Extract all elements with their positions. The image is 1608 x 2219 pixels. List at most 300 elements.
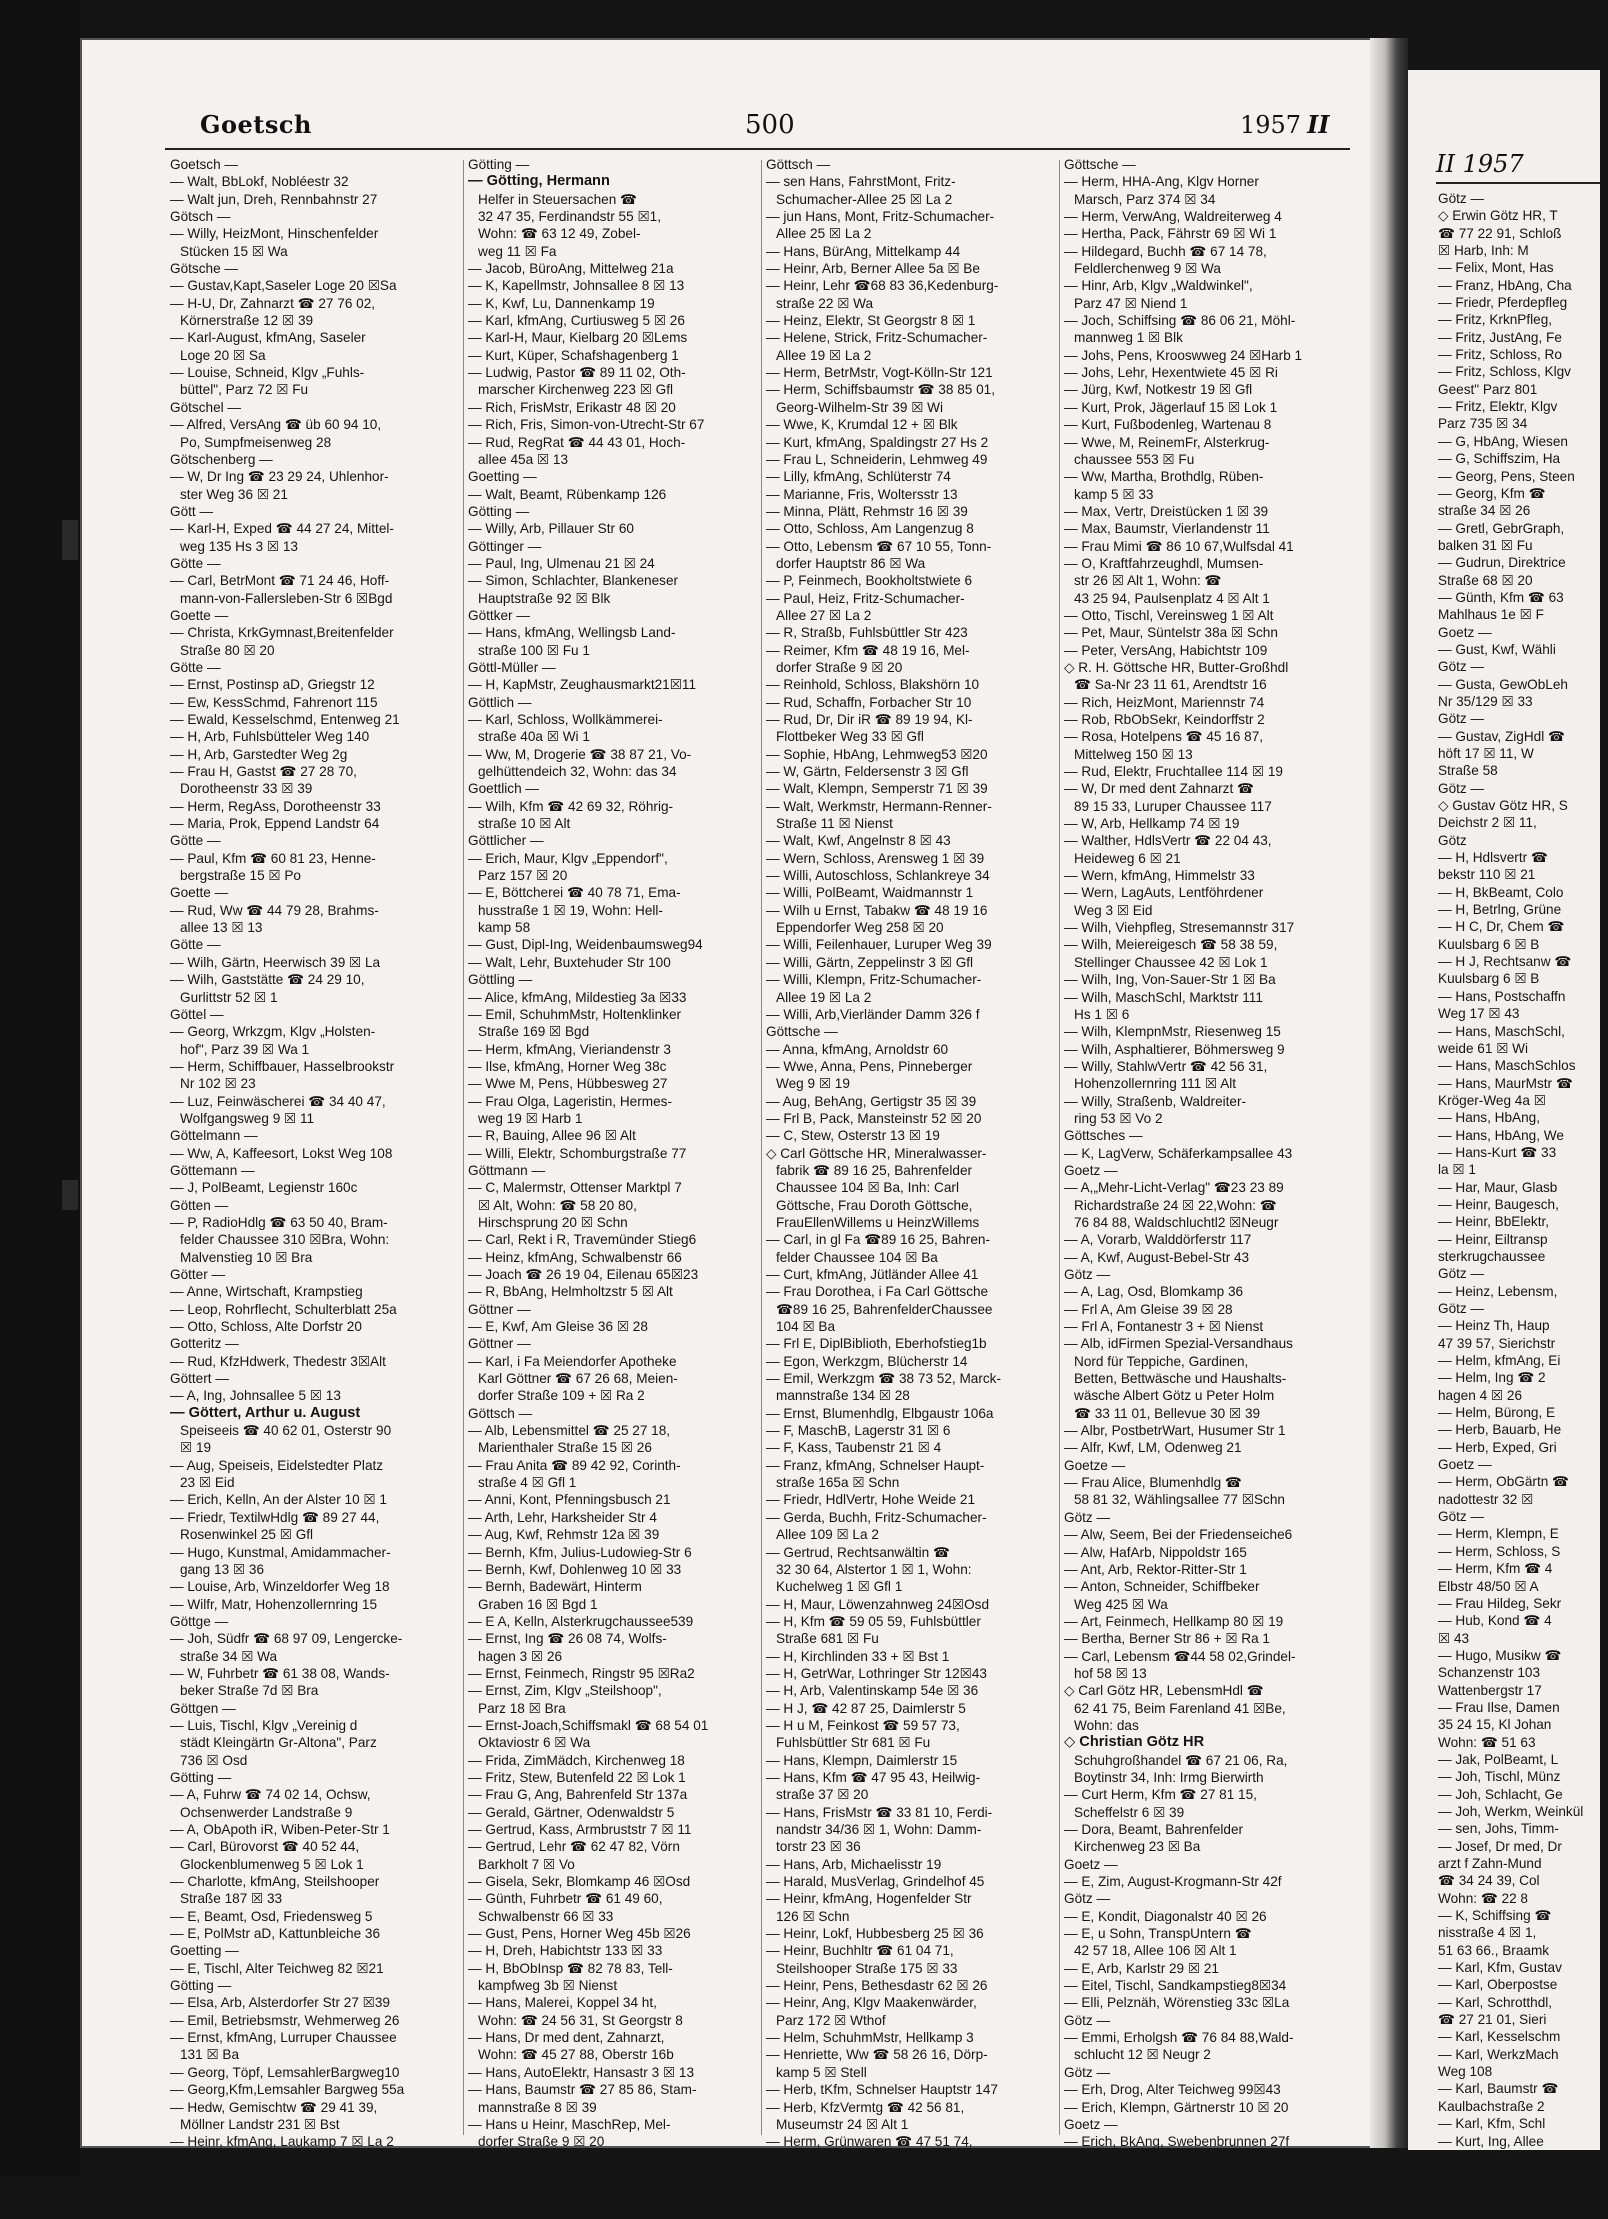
facing-page-entry: — Karl, Kfm, Schl (1438, 2116, 1546, 2132)
directory-entry: — Hans, Kfm ☎ 47 95 43, Heilwig- (766, 1769, 981, 1785)
directory-entry: — Willi, Arb,Vierländer Damm 326 f (766, 1006, 980, 1022)
directory-entry: Str 42f ☒ Fa (1074, 2168, 1150, 2184)
directory-entry: Götz — (1064, 1267, 1111, 1282)
directory-entry: — Leop, Rohrflecht, Schulterblatt 25a (170, 1301, 397, 1317)
directory-entry: — Ernst, kfmAng, Lurruper Chaussee (170, 2030, 397, 2046)
directory-entry: — Frl E, DiplBiblioth, Eberhofstieg1b (766, 1336, 987, 1352)
directory-entry: — A, Vorarb, Walddörferstr 117 (1064, 1232, 1252, 1248)
directory-entry: mannstraße 8 ☒ 39 (478, 2099, 597, 2115)
directory-entry: ☎89 16 25, BahrenfelderChaussee (776, 1301, 993, 1317)
directory-entry: — Rich, HeizMont, Mariennstr 74 (1064, 694, 1265, 710)
directory-entry: 42 57 18, Allee 106 ☒ Alt 1 (1074, 1943, 1237, 1959)
directory-entry: ◇ R. H. Göttsche HR, Butter-Großhdl (1064, 659, 1289, 675)
directory-entry: Götting — (170, 1978, 232, 1994)
directory-entry: — Anni, Kont, Pfenningsbusch 21 (468, 1492, 671, 1508)
directory-entry: Goetsch — (170, 157, 238, 172)
facing-page-entry: 47 39 57, Sierichstr (1438, 1335, 1556, 1351)
directory-entry: — Bernh, Badewärt, Hinterm (468, 1579, 642, 1595)
directory-entry: Schumacher-Allee 25 ☒ La 2 (776, 191, 953, 207)
directory-entry: — Hans, AutoElektr, Hansastr 3 ☒ 13 (468, 2064, 695, 2080)
directory-entry: — Willi, PolBeamt, Waidmannstr 1 (766, 885, 974, 901)
directory-entry: — E, Zim, August-Krogmann-Str 42f (1064, 1874, 1282, 1890)
facing-page-entry: höft 17 ☒ 11, W (1438, 746, 1534, 761)
directory-entry: — Hertha, Pack, Fährstr 69 ☒ Wi 1 (1064, 226, 1277, 242)
directory-entry: — E, Arb, Karlstr 29 ☒ 21 (1064, 1960, 1219, 1976)
directory-entry: Goettlich — (468, 781, 540, 797)
facing-page-entry: — Hans-Kurt ☎ 33 (1438, 1144, 1557, 1160)
directory-entry: Wohn: ☎ 63 12 49, Zobel- (478, 226, 641, 242)
directory-entry: — Karl, kfmAng, Curtiusweg 5 ☒ 26 (468, 313, 685, 329)
directory-entry: — Joach ☎ 26 19 04, Eilenau 65☒23 (468, 1267, 699, 1282)
facing-page-entry: Straße 68 ☒ 20 (1438, 572, 1533, 588)
directory-entry: 43 25 94, Paulsenplatz 4 ☒ Alt 1 (1074, 590, 1270, 606)
directory-entry: Graben 16 ☒ Bgd 1 (478, 1596, 598, 1612)
directory-entry: — Heinr, Pens, Bethesdastr 62 ☒ 26 (766, 1978, 988, 1994)
facing-page-entry: — Karl, WerkzMach (1438, 2046, 1559, 2062)
directory-entry: Allee 19 ☒ La 2 (776, 347, 872, 363)
directory-entry: Göttel — (170, 1006, 224, 1022)
directory-entry: — Otto, Schloss, Am Langenzug 8 (766, 521, 974, 537)
facing-page-entry: — Heinz Th, Haup (1438, 1318, 1550, 1334)
facing-page-entry: — sen, Johs, Timm- (1438, 1821, 1559, 1837)
directory-entry: felder Chaussee 310 ☒Bra, Wohn: (180, 1232, 390, 1248)
directory-entry: — Frau L, Schneiderin, Lehmweg 49 (766, 451, 988, 467)
directory-entry: — Wilh, Viehpfleg, Stresemannstr 317 (1064, 920, 1295, 936)
directory-entry: — Herm, HHA-Ang, Klgv Horner (1064, 174, 1259, 190)
directory-entry: ◇ Carl Göttsche HR, Mineralwasser- (766, 1145, 987, 1161)
facing-page-entry: — Heinr, Baugesch, (1438, 1196, 1559, 1212)
directory-entry: Speiseeis ☎ 40 62 01, Osterstr 90 (180, 1423, 392, 1439)
directory-entry: — Kurt, Fußbodenleg, Wartenau 8 (1064, 417, 1272, 433)
facing-page-entry: — H J, Rechtsanw ☎ (1438, 954, 1572, 970)
directory-entry: kamp 5 ☒ Stell (776, 2064, 867, 2080)
directory-entry: ster Weg 36 ☒ 21 (180, 486, 288, 502)
facing-page-entry: Wohn: ☎ 22 8 (1438, 1890, 1528, 1906)
directory-entry: 32 30 64, Alstertor 1 ☒ 1, Wohn: (776, 1561, 972, 1577)
facing-page-entry: Götz — (1438, 659, 1485, 675)
directory-entry: — Otto, Schloss, Alte Dorfstr 20 (170, 1319, 362, 1335)
directory-entry: Allee 109 ☒ La 2 (776, 1527, 879, 1543)
directory-entry: — E, Tischl, Alter Teichweg 82 ☒21 (170, 1960, 384, 1976)
facing-page-entry: bekstr 110 ☒ 21 (1438, 867, 1536, 883)
directory-entry: — Frl A, Fontanestr 3 + ☒ Nienst (1064, 1319, 1264, 1335)
directory-entry: — W, Dr Ing ☎ 23 29 24, Uhlenhor- (170, 469, 389, 485)
facing-page-entry: — Hans, MaschSchlos (1438, 1058, 1576, 1074)
directory-entry: — Heinr, Arb, Berner Allee 5a ☒ Be (766, 261, 980, 277)
directory-entry: Göttelmann — (170, 1128, 258, 1144)
facing-page-entry: Parz 735 ☒ 34 (1438, 416, 1528, 432)
directory-entry: — Wilh, Meiereigesch ☎ 58 38 59, (1064, 937, 1278, 953)
directory-entry: — J, PolBeamt, Legienstr 160c (170, 1180, 358, 1196)
directory-entry: — Elsa, Arb, Alsterdorfer Str 27 ☒39 (170, 1995, 390, 2011)
directory-entry: — Herm, kfmAng, Vieriandenstr 3 (468, 1041, 671, 1057)
directory-entry: — Herb, tKfm, Schnelser Hauptstr 147 (766, 2082, 998, 2098)
directory-entry: — Kurt, Prok, Jägerlauf 15 ☒ Lok 1 (1064, 399, 1278, 415)
directory-entry: — Hans, Klempn, Daimlerstr 15 (766, 1752, 958, 1768)
directory-entry: Körnerstraße 12 ☒ 39 (180, 313, 314, 329)
directory-entry: — Willy, StahlwVertr ☎ 42 56 31, (1064, 1058, 1268, 1074)
directory-entry: Wohn: ☎ 24 56 31, St Georgstr 8 (478, 2012, 683, 2028)
thumb-tab (62, 1180, 78, 1210)
facing-page-rule (1436, 182, 1600, 184)
directory-entry: — Luz, Feinwäscherei ☎ 34 40 47, (170, 1093, 386, 1109)
directory-entry: — Walt, Kwf, Angelnstr 8 ☒ 43 (766, 833, 951, 849)
directory-entry: — K, Kwf, Lu, Dannenkamp 19 (468, 295, 655, 311)
directory-entry: straße 22 ☒ Wa (776, 295, 874, 311)
directory-entry: — Walt, Klempn, Semperstr 71 ☒ 39 (766, 781, 988, 797)
facing-page-entry: — Heinr, BbElektr, (1438, 1214, 1550, 1230)
directory-entry: Weg 425 ☒ Wa (1074, 1596, 1168, 1612)
directory-entry: allee 45a ☒ 13 (478, 451, 569, 467)
directory-entry: — C, Stew, Osterstr 13 ☒ 19 (766, 1128, 940, 1144)
directory-entry: — Otto, Tischl, Vereinsweg 1 ☒ Alt (1064, 607, 1274, 623)
directory-entry: schlucht 12 ☒ Neugr 2 (1074, 2047, 1211, 2063)
facing-page-entry: — Fritz, Schloss, Ro (1438, 347, 1562, 363)
directory-entry: — Georg, Töpf, LemsahlerBargweg10 (170, 2064, 400, 2080)
directory-entry: — Heinz, Elektr, St Georgstr 8 ☒ 1 (766, 313, 976, 329)
facing-page-entry: — Herm, Kfm ☎ 4 (1438, 1561, 1553, 1577)
directory-entry: — Wilh, MaschSchl, Marktstr 111 (1064, 989, 1263, 1005)
directory-entry: — Max, Baumstr, Vierlandenstr 11 (1064, 521, 1270, 537)
directory-columns (170, 156, 1355, 2202)
directory-entry: Ochsenwerder Landstraße 9 (180, 1804, 353, 1820)
directory-entry: — Hans u Heinr, MaschRep, Mel- (468, 2116, 671, 2132)
directory-entry: Gotteritz — (170, 1336, 239, 1352)
facing-page-entry: arzt f Zahn-Mund (1438, 1856, 1542, 1871)
directory-entry: — Pet, Maur, Süntelstr 38a ☒ Schn (1064, 625, 1278, 641)
directory-entry: — Ernst, Zim, Klgv „Steilshoop", (468, 1683, 662, 1699)
directory-entry: — Ernst, Blumenhdlg, Elbgaustr 106a (766, 1405, 994, 1421)
facing-page-entry: — Franz, HbAng, Cha (1438, 277, 1572, 293)
facing-page-entry: Mahlhaus 1e ☒ F (1438, 607, 1544, 623)
directory-entry: — A, ObApoth iR, Wiben-Peter-Str 1 (170, 1822, 390, 1837)
directory-entry: chaussee 553 ☒ Fu (1074, 451, 1195, 467)
directory-entry: — Gertrud, Rechtsanwältin ☎ (766, 1544, 950, 1560)
directory-entry: — W, Fuhrbetr ☎ 61 38 08, Wands- (170, 1665, 390, 1681)
directory-entry: — Heinr, kfmAng, Hogenfelder Str (766, 1891, 972, 1907)
directory-entry: — Friedr, TextilwHdlg ☎ 89 27 44, (170, 1509, 380, 1525)
directory-entry: — Anton, Schneider, Schiffbeker (1064, 1579, 1260, 1595)
directory-entry: — Frl A, Am Gleise 39 ☒ 28 (1064, 1301, 1233, 1317)
directory-entry: Straße 80 ☒ 20 (180, 642, 275, 658)
facing-page-entry: — K, Schiffsing ☎ (1438, 1908, 1552, 1924)
directory-entry: — Anne, Wirtschaft, Krampstieg (170, 1284, 363, 1300)
directory-entry: Goetze — (1064, 1457, 1126, 1473)
directory-entry: hagen 3 ☒ 26 (478, 1648, 562, 1664)
directory-entry: — Bertha, Berner Str 86 + ☒ Ra 1 (1064, 1631, 1270, 1647)
directory-entry: — P, RadioHdlg ☎ 63 50 40, Bram- (170, 1214, 388, 1230)
directory-entry: — Hildegard, Buchh ☎ 67 14 78, (1064, 243, 1267, 259)
facing-page-entry: la ☒ 1 (1438, 1162, 1476, 1178)
directory-entry: — H, Arb, Valentinskamp 54e ☒ 36 (766, 1683, 979, 1699)
directory-entry: fabrik ☎ 89 16 25, Bahrenfelder (776, 1162, 973, 1178)
directory-entry: 104 ☒ Ba (776, 1319, 836, 1335)
directory-entry: — H, Kfm ☎ 59 05 59, Fuhlsbüttler (766, 1613, 981, 1629)
directory-entry: — Gerda, Buchh, Fritz-Schumacher- (766, 1509, 987, 1525)
facing-page-entry: — Herb, Exped, Gri (1438, 1439, 1557, 1455)
directory-entry: städt Kleingärtn Gr-Altona", Parz (180, 1735, 377, 1751)
column-4 (1064, 156, 1354, 2184)
directory-entry: 76 84 88, Waldschluchtl2 ☒Neugr (1074, 1214, 1279, 1230)
directory-entry: 58 81 32, Wählingsallee 77 ☒Schn (1074, 1492, 1285, 1508)
directory-entry: Götte — (170, 937, 221, 953)
directory-entry: — Emil, SchuhmMstr, Holtenklinker (468, 1006, 682, 1022)
directory-entry: Straße 11 ☒ Nienst (776, 816, 893, 832)
directory-entry: — Karl-H, Maur, Kielbarg 20 ☒Lems (468, 330, 688, 346)
directory-entry: — Gisela, Sekr, Blomkamp 46 ☒Osd (468, 1874, 691, 1890)
directory-entry: — Ludwig, Pastor ☎ 89 11 02, Oth- (468, 365, 686, 381)
directory-entry: kamp 58 (478, 920, 531, 936)
facing-page-entry: Goetz — (1438, 1457, 1492, 1473)
entry-heading: — Götting, Hermann (468, 173, 610, 190)
directory-entry: — Frau Anita ☎ 89 42 92, Corinth- (468, 1457, 681, 1473)
facing-page-entry: ◇ Gustav Götz HR, S (1438, 798, 1568, 814)
facing-page (1408, 70, 1600, 2218)
facing-page-entry: — H, Betrlng, Grüne (1438, 902, 1562, 918)
directory-entry: Georg-Wilhelm-Str 39 ☒ Wi (776, 399, 944, 415)
facing-page-entry: — Hugo, Musikw ☎ (1438, 1647, 1562, 1663)
directory-entry: — H, Maur, Löwenzahnweg 24☒Osd (766, 1596, 990, 1612)
column-divider (1059, 160, 1060, 2135)
facing-page-entry: — Karl, Schrotthdl, (1438, 1994, 1553, 2010)
directory-entry: — Hugo, Kunstmal, Amidammacher- (170, 1544, 391, 1560)
directory-entry: 131 ☒ Ba (180, 2047, 240, 2063)
directory-entry: — Ewald, Kesselschmd, Entenweg 21 (170, 712, 400, 727)
facing-page-entry: — Wwe M A, i Fa (1438, 2185, 1543, 2201)
directory-entry: — K, Kapellmstr, Johnsallee 8 ☒ 13 (468, 278, 685, 294)
directory-entry: — Rob, RbObSekr, Keindorffstr 2 (1064, 712, 1265, 727)
directory-entry: — E, u Sohn, TranspUntern ☎ (1064, 1926, 1252, 1942)
directory-entry: FrauEllenWillems u HeinzWillems (776, 1214, 980, 1230)
directory-entry: — Gust, Dipl-Ing, Weidenbaumsweg94 (468, 937, 703, 953)
directory-entry: Scheffelstr 6 ☒ 39 (1074, 1804, 1185, 1820)
facing-page-entry: — G, Schiffszim, Ha (1438, 451, 1561, 467)
directory-entry: ☎ 33 11 01, Bellevue 30 ☒ 39 (1074, 1405, 1261, 1421)
directory-entry: — Georg,Kfm,Lemsahler Bargweg 55a (170, 2082, 405, 2098)
directory-entry: — Aug, BehAng, Gertigstr 35 ☒ 39 (766, 1093, 977, 1109)
facing-page-entry: — Gustav, ZigHdl ☎ (1438, 728, 1565, 744)
directory-entry: ☎ Sa-Nr 23 11 61, Arendtstr 16 (1074, 677, 1267, 693)
directory-entry: — K, LagVerw, Schäferkampsallee 43 (1064, 1145, 1293, 1161)
directory-entry: 736 ☒ Osd (180, 1752, 248, 1768)
thumb-tab (62, 520, 78, 560)
directory-entry: Schuhgroßhandel ☎ 67 21 06, Ra, (1074, 1752, 1288, 1768)
facing-page-entry: hagen 4 ☒ 26 (1438, 1387, 1522, 1403)
directory-entry: straße 100 ☒ Fu 1 (478, 642, 590, 658)
directory-entry: — Albr, PostbetrWart, Husumer Str 1 (1064, 1423, 1286, 1439)
directory-entry: — Hans, Malerei, Koppel 34 ht, (468, 1995, 657, 2011)
facing-page-entry: Elbstr 48/50 ☒ A (1438, 1578, 1539, 1594)
facing-page-header: II 1957 (1436, 150, 1524, 178)
facing-page-entry: Straße 58 (1438, 763, 1498, 779)
facing-page-entry: — Hans, Postschaffn (1438, 988, 1566, 1004)
directory-entry: — Willy, Arb, Pillauer Str 60 (468, 521, 634, 537)
directory-entry: hof 58 ☒ 13 (1074, 1665, 1147, 1681)
directory-entry: — Wilh, KlempnMstr, Riesenweg 15 (1064, 1024, 1281, 1040)
directory-entry: — F, MaschB, Lagerstr 31 ☒ 6 (766, 1423, 951, 1439)
directory-entry: Göttlich — (468, 694, 532, 710)
directory-entry: — Aug, Speiseis, Eidelstedter Platz (170, 1457, 384, 1473)
directory-entry: — Rud, Schaffn, Forbacher Str 10 (766, 694, 972, 710)
facing-page-entry: Kuulsbarg 6 ☒ B (1438, 936, 1540, 952)
directory-entry: — Marianne, Fris, Woltersstr 13 (766, 486, 958, 502)
directory-entry: Göttlicher — (468, 833, 544, 849)
directory-entry: — Frau Dorothea, i Fa Carl Göttsche (766, 1284, 989, 1300)
directory-entry: — Alw, Seem, Bei der Friedenseiche6 (1064, 1527, 1293, 1543)
directory-entry: — Herm, Schiffbauer, Hasselbrookstr (170, 1058, 395, 1074)
directory-entry: — Ant, Arb, Rektor-Ritter-Str 1 (1064, 1561, 1247, 1577)
directory-entry: Glockenblumenweg 5 ☒ Lok 1 (180, 1856, 364, 1872)
directory-entry: — E A, Kelln, Alsterkrugchaussee539 (468, 1613, 694, 1629)
directory-entry: 32 47 35, Ferdinandstr 55 ☒1, (478, 209, 661, 225)
directory-entry: Nr 102 ☒ 23 (180, 1076, 256, 1092)
column-divider (463, 160, 464, 2135)
directory-entry: Parz 172 ☒ Wthof (776, 2012, 886, 2028)
directory-entry: Betten, Bettwäsche und Haushalts- (1074, 1371, 1287, 1387)
facing-page-entry: sterkrugchaussee (1438, 1248, 1546, 1264)
facing-page-entry: Louis, Pens, Dit (1438, 2168, 1534, 2184)
directory-entry: — Helm, SchuhmMstr, Hellkamp 3 (766, 2030, 974, 2046)
directory-entry: Goette — (170, 885, 229, 901)
facing-page-entry: Wattenbergstr 17 (1438, 1682, 1542, 1698)
directory-entry: wäsche Albert Götz u Peter Holm (1074, 1388, 1275, 1404)
directory-entry: — sen Hans, FahrstMont, Fritz- (766, 174, 956, 190)
directory-entry: Goetz — (1064, 2116, 1118, 2132)
facing-page-entry: 35 24 15, Kl Johan (1438, 1717, 1552, 1733)
directory-entry: kamp 5 ☒ 33 (1074, 486, 1154, 502)
directory-entry: Helfer in Steuersachen ☎ (478, 191, 637, 207)
directory-entry: — Luis, Tischl, Klgv „Vereinig d (170, 1717, 358, 1733)
column-2 (468, 156, 758, 2167)
directory-entry: — Emmi, Erholgsh ☎ 76 84 88,Wald- (1064, 2030, 1294, 2046)
directory-entry: dorfer Straße 109 + ☒ Ra 2 (478, 1388, 645, 1404)
directory-entry: — Herm, Grünwaren ☎ 47 51 74, (766, 2134, 973, 2150)
directory-entry: — Hans, kfmAng, Wellingsb Land- (468, 625, 676, 641)
directory-entry: Stellinger Chaussee 42 ☒ Lok 1 (1074, 954, 1268, 970)
directory-entry: Marienthaler Straße 15 ☒ 26 (478, 1440, 652, 1456)
directory-entry: ring 53 ☒ Vo 2 (1074, 1110, 1163, 1126)
directory-entry: — Ww, M, Drogerie ☎ 38 87 21, Vo- (468, 746, 692, 762)
directory-entry: — Willy, HeizMont, Hinschenfelder (170, 226, 379, 242)
directory-entry: — Frida, ZimMädch, Kirchenweg 18 (468, 1752, 685, 1768)
directory-entry: Straße 51 ☒ 39 (776, 2186, 871, 2202)
directory-entry: — Gerald, Gärtner, Odenwaldstr 5 (468, 1804, 675, 1820)
directory-entry: 89 15 33, Luruper Chaussee 117 (1074, 798, 1272, 814)
directory-entry: — Frau Olga, Lageristin, Hermes- (468, 1093, 672, 1109)
directory-entry: dorfer Hauptstr 86 ☒ Wa (776, 555, 926, 571)
directory-entry: — Henriette, Ww ☎ 58 26 16, Dörp- (766, 2047, 988, 2063)
directory-entry: — Curt, kfmAng, Jütländer Allee 41 (766, 1267, 979, 1282)
volume: II (1307, 110, 1330, 139)
facing-page-entry: balken 31 ☒ Fu (1438, 537, 1533, 553)
facing-page-entry: — Herb, Bauarb, He (1438, 1422, 1562, 1438)
directory-entry: Eppendorfer Weg 258 ☒ 20 (776, 920, 944, 936)
facing-page-entry: — Günth, Kfm ☎ 63 (1438, 589, 1564, 605)
directory-entry: Göttge — (170, 1613, 229, 1629)
directory-entry: Göttert — (170, 1371, 229, 1387)
directory-entry: — Gertrud, Lehr ☎ 62 47 82, Vörn (468, 1839, 680, 1855)
directory-entry: — Charlotte, kfmAng, Steilshooper (170, 1874, 380, 1890)
directory-entry: Schwalbenstr 66 ☒ 33 (478, 1908, 614, 1924)
directory-entry: — Heinz, kfmAng, Schwalbenstr 66 (468, 1249, 682, 1265)
directory-entry: — Karl-August, kfmAng, Saseler (170, 330, 366, 346)
directory-entry: Göttsches — (1064, 1128, 1143, 1144)
directory-entry: Parz 47 ☒ Niend 1 (1074, 295, 1188, 311)
directory-entry: — Carl, Rekt i R, Travemünder Stieg6 (468, 1232, 697, 1248)
directory-entry: — Ww, Martha, Brothdlg, Rüben- (1064, 469, 1264, 485)
directory-entry: 23 ☒ Eid (180, 1475, 235, 1491)
directory-entry: — Eitel, Tischl, Sandkampstieg8☒34 (1064, 1978, 1287, 1994)
directory-entry: — Alw, HafArb, Nippoldstr 165 (1064, 1544, 1247, 1560)
facing-page-entry: — Hub, Kond ☎ 4 (1438, 1613, 1552, 1629)
directory-entry: — Kurt, Küper, Schafshagenberg 1 (468, 347, 679, 363)
directory-entry: Fuhlsbüttler Str 681 ☒ Fu (776, 1735, 931, 1751)
directory-entry: — E, PolMstr aD, Kattunbleiche 36 (170, 1926, 381, 1942)
directory-entry: Möllner Landstr 231 ☒ Bst (180, 2116, 340, 2132)
directory-entry: — Bernh, Kwf, Dohlenweg 10 ☒ 33 (468, 1561, 682, 1577)
directory-entry: — R, Straßb, Fuhlsbüttler Str 423 (766, 625, 968, 641)
directory-entry: — Curt Herm, Kfm ☎ 27 81 15, (1064, 1787, 1257, 1803)
facing-page-entry: — Joh, Tischl, Münz (1438, 1769, 1561, 1785)
directory-entry: — Ernst-Joach,Schiffsmakl ☎ 68 54 01 (468, 1717, 709, 1733)
directory-entry: Götz — (1064, 2012, 1111, 2028)
directory-entry: mannweg 1 ☒ Blk (1074, 330, 1183, 346)
entry-heading: ◇ Christian Götz HR (1064, 1734, 1205, 1751)
directory-entry: Goetting — (468, 469, 537, 485)
directory-entry: — H-U, Dr, Zahnarzt ☎ 27 76 02, (170, 295, 376, 311)
directory-entry: straße 4 ☒ Gfl 1 (478, 1475, 577, 1491)
directory-entry: — Alb, idFirmen Spezial-Versandhaus (1064, 1336, 1293, 1352)
facing-page-entry: — Herm, Schloss, S (1438, 1543, 1561, 1559)
facing-page-entry: Weg 108 (1438, 2064, 1493, 2080)
directory-entry: Wohn: das (1074, 1717, 1139, 1733)
directory-entry: — Egon, Werkzgm, Blücherstr 14 (766, 1353, 968, 1369)
directory-entry: dorfer Straße 9 ☒ 20 (478, 2134, 605, 2150)
directory-entry: — Kurt, kfmAng, Spaldingstr 27 Hs 2 (766, 434, 989, 450)
directory-entry: Parz 18 ☒ Bra (478, 1700, 566, 1716)
directory-entry: — Otto, Lebensm ☎ 67 10 55, Tonn- (766, 538, 992, 554)
directory-entry: — Paul, Ing, Ulmenau 21 ☒ 24 (468, 555, 655, 571)
directory-entry: — H, Kirchlinden 33 + ☒ Bst 1 (766, 1648, 950, 1664)
directory-entry: gang 13 ☒ 36 (180, 1561, 264, 1577)
facing-page-column (1438, 190, 1608, 2219)
directory-entry: — Sophie, HbAng, Lehmweg53 ☒20 (766, 746, 988, 762)
directory-entry: — Rud, Dr, Dir iR ☎ 89 19 94, Kl- (766, 712, 973, 727)
directory-entry: — Wilh u Ernst, Tabakw ☎ 48 19 16 (766, 902, 988, 918)
directory-entry: — H, Dreh, Habichtstr 133 ☒ 33 (468, 1943, 663, 1959)
directory-entry: Kuchelweg 1 ☒ Gfl 1 (776, 1579, 903, 1595)
facing-page-entry: — Josef, Dr med, Dr (1438, 1838, 1562, 1854)
directory-entry: — Dora, Beamt, Bahrenfelder (1064, 1822, 1244, 1837)
directory-entry: bergstraße 15 ☒ Po (180, 868, 301, 884)
directory-entry: — Rud, Ww ☎ 44 79 28, Brahms- (170, 902, 379, 918)
directory-entry: — Alfr, Kwf, LM, Odenweg 21 (1064, 1440, 1242, 1456)
directory-entry: Oktaviostr 6 ☒ Wa (478, 1735, 591, 1751)
directory-entry: — Rich, Fris, Simon-von-Utrecht-Str 67 (468, 417, 705, 433)
directory-entry: — Wilh, Gaststätte ☎ 24 29 10, (170, 972, 365, 988)
directory-entry: str 26 ☒ Alt 1, Wohn: ☎ (1074, 573, 1222, 589)
directory-entry: ☒ Alt, Wohn: ☎ 58 20 80, (478, 1197, 637, 1213)
directory-entry: — Wwe, M, ReinemFr, Alsterkrug- (1064, 434, 1270, 450)
directory-entry: Götz — (1064, 1509, 1111, 1525)
facing-page-entry: — Helm, kfmAng, Ei (1438, 1353, 1561, 1369)
directory-entry: — A, Kwf, August-Bebel-Str 43 (1064, 1249, 1250, 1265)
directory-entry: kampfweg 3b ☒ Nienst (478, 1978, 618, 1994)
directory-entry: — E, Kwf, Am Gleise 36 ☒ 28 (468, 1319, 648, 1335)
directory-entry: Götting — (468, 157, 530, 172)
directory-entry: Göttner — (468, 1336, 531, 1352)
directory-entry: Richardstraße 24 ☒ 22,Wohn: ☎ (1074, 1197, 1277, 1213)
